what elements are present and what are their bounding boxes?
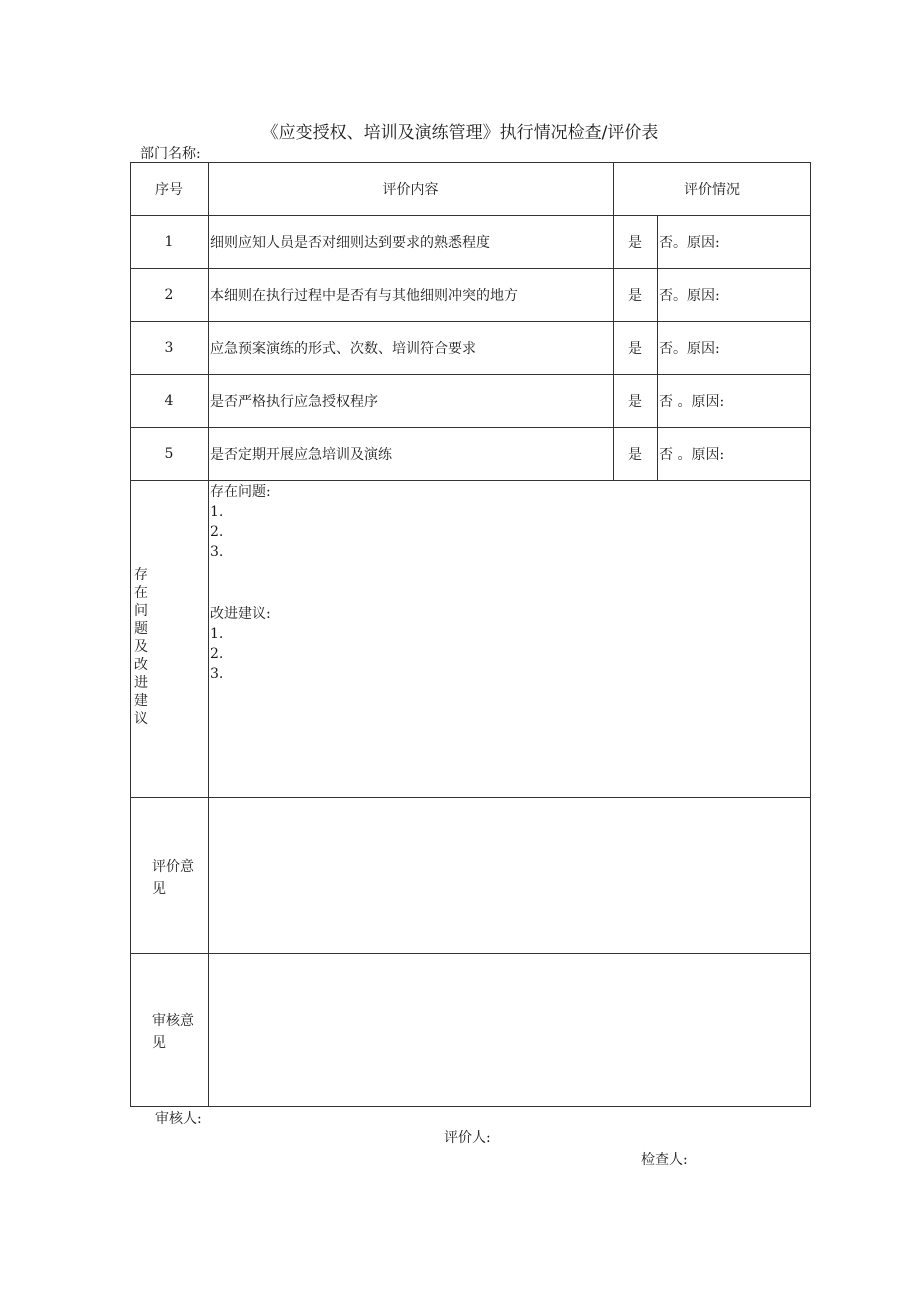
reviewer-signature: 审核人: bbox=[155, 1111, 202, 1127]
row-no: 否。原因: bbox=[659, 287, 720, 304]
evaluator-signature: 评价人: bbox=[444, 1130, 491, 1146]
row-no: 否 。原因: bbox=[659, 393, 725, 410]
row-content: 应急预案演练的形式、次数、培训符合要求 bbox=[210, 340, 476, 357]
suggestion-item: 3. bbox=[210, 666, 224, 682]
review-input-area[interactable] bbox=[209, 954, 810, 1106]
problem-item: 2. bbox=[210, 524, 224, 540]
header-seq: 序号 bbox=[155, 181, 183, 198]
row-yes: 是 bbox=[628, 446, 642, 463]
suggestions-title: 改进建议: bbox=[210, 606, 271, 622]
row-seq: 5 bbox=[164, 445, 174, 462]
issues-content bbox=[210, 482, 805, 684]
row-seq: 4 bbox=[164, 392, 174, 409]
department-label: 部门名称: bbox=[140, 146, 201, 162]
row-no: 否。原因: bbox=[659, 234, 720, 251]
row-seq: 2 bbox=[164, 286, 174, 303]
evaluation-input-area[interactable] bbox=[209, 798, 810, 952]
problem-item: 3. bbox=[210, 544, 224, 560]
header-content: 评价内容 bbox=[382, 181, 439, 198]
row-yes: 是 bbox=[628, 287, 642, 304]
inspector-signature: 检查人: bbox=[641, 1152, 688, 1168]
col-divider bbox=[657, 215, 658, 480]
suggestion-item: 1. bbox=[210, 626, 224, 642]
review-label: 审核意见 bbox=[152, 1013, 194, 1051]
row-yes: 是 bbox=[628, 393, 642, 410]
header-status: 评价情况 bbox=[684, 181, 740, 198]
row-seq: 3 bbox=[164, 339, 174, 356]
row-no: 否 。原因: bbox=[659, 446, 725, 463]
row-divider bbox=[130, 480, 811, 481]
row-content: 是否严格执行应急授权程序 bbox=[210, 393, 378, 410]
row-content: 本细则在执行过程中是否有与其他细则冲突的地方 bbox=[210, 287, 518, 304]
row-yes: 是 bbox=[628, 340, 642, 357]
row-seq: 1 bbox=[164, 233, 174, 250]
page-title: 《应变授权、培训及演练管理》执行情况检查/评价表 bbox=[261, 123, 659, 143]
row-content: 细则应知人员是否对细则达到要求的熟悉程度 bbox=[210, 234, 490, 251]
suggestion-item: 2. bbox=[210, 646, 224, 662]
row-yes: 是 bbox=[628, 234, 642, 251]
issues-label: 存在问题及改进建议 bbox=[134, 567, 148, 727]
problem-item: 1. bbox=[210, 504, 224, 520]
problems-title: 存在问题: bbox=[210, 484, 271, 500]
row-content: 是否定期开展应急培训及演练 bbox=[210, 446, 392, 463]
row-no: 否。原因: bbox=[659, 340, 720, 357]
evaluation-label: 评价意见 bbox=[152, 859, 194, 897]
